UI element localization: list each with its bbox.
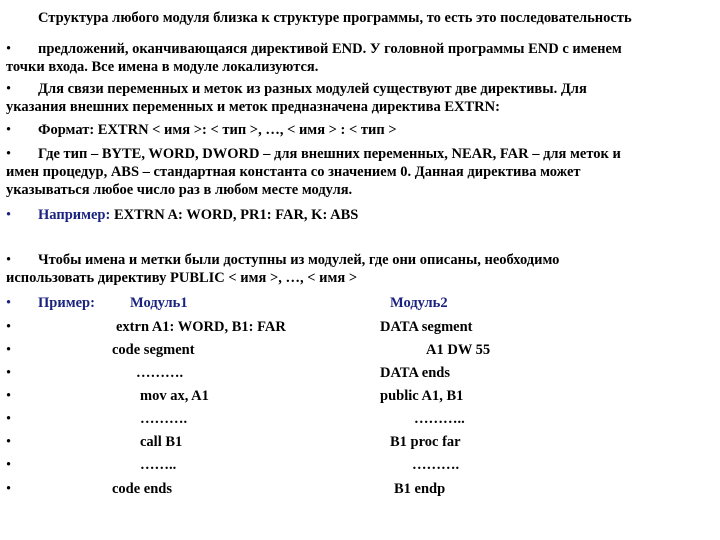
bullet: • — [6, 388, 12, 404]
module2-line: DATA segment — [380, 319, 473, 335]
format-line: Формат: EXTRN < имя >: < тип >, …, < имя > : < тип > — [38, 122, 397, 138]
example-label: Например: — [38, 207, 111, 223]
bullet: • — [6, 319, 12, 335]
para1-line1: предложений, оканчивающаяся директивой END. У головной программы END с именем — [38, 41, 622, 57]
module1-line: code segment — [112, 342, 195, 358]
module2-line: B1 endp — [394, 481, 446, 497]
para2-line1: Для связи переменных и меток из разных модулей существуют две директивы. Для — [38, 81, 587, 97]
module1-line: code ends — [112, 481, 173, 497]
module1-line: extrn A1: WORD, B1: FAR — [116, 319, 286, 335]
example-text: EXTRN A: WORD, PR1: FAR, K: ABS — [110, 207, 359, 223]
bullet: • — [6, 122, 12, 138]
para2-line2: указания внешних переменных и меток предназначена директива EXTRN: — [6, 99, 500, 115]
module1-line: ………. — [140, 411, 188, 427]
para6-line2: использовать директиву PUBLIC < имя >, …, < имя > — [6, 270, 358, 286]
example-line — [38, 206, 358, 224]
module2-line: public A1, B1 — [380, 388, 464, 404]
module1-line: call B1 — [140, 434, 183, 450]
bullet: • — [6, 481, 12, 497]
example-title: Пример: — [38, 295, 95, 311]
para1-line2: точки входа. Все имена в модуле локализуются. — [6, 59, 319, 75]
bullet: • — [6, 411, 12, 427]
bullet: • — [6, 146, 12, 162]
module2-line: A1 DW 55 — [426, 342, 491, 358]
module2-line: ………. — [412, 457, 460, 473]
bullet: • — [6, 457, 12, 473]
bullet: • — [6, 434, 12, 450]
module2-line: ……….. — [414, 411, 465, 427]
para4-line1: Где тип – BYTE, WORD, DWORD – для внешних переменных, NEAR, FAR – для меток и — [38, 146, 621, 162]
para4-line2: имен процедур, ABS – стандартная константа со значением 0. Данная директива может — [6, 164, 581, 180]
bullet: • — [6, 252, 12, 268]
bullet: • — [6, 207, 12, 223]
module2-line: DATA ends — [380, 365, 450, 381]
module2-title: Модуль2 — [390, 295, 448, 311]
bullet: • — [6, 81, 12, 97]
module2-line: B1 proc far — [390, 434, 461, 450]
bullet: • — [6, 365, 12, 381]
heading: Структура любого модуля близка к структуре программы, то есть это последовательность — [38, 10, 632, 26]
para4-line3: указываться любое число раз в любом месте модуля. — [6, 182, 353, 198]
bullet: • — [6, 41, 12, 57]
module1-line: mov ax, A1 — [140, 388, 209, 404]
bullet: • — [6, 295, 12, 311]
bullet: • — [6, 342, 12, 358]
module1-line: …….. — [140, 457, 177, 473]
para6-line1: Чтобы имена и метки были доступны из модулей, где они описаны, необходимо — [38, 252, 560, 268]
module1-line: ………. — [136, 365, 184, 381]
module1-title: Модуль1 — [130, 295, 188, 311]
